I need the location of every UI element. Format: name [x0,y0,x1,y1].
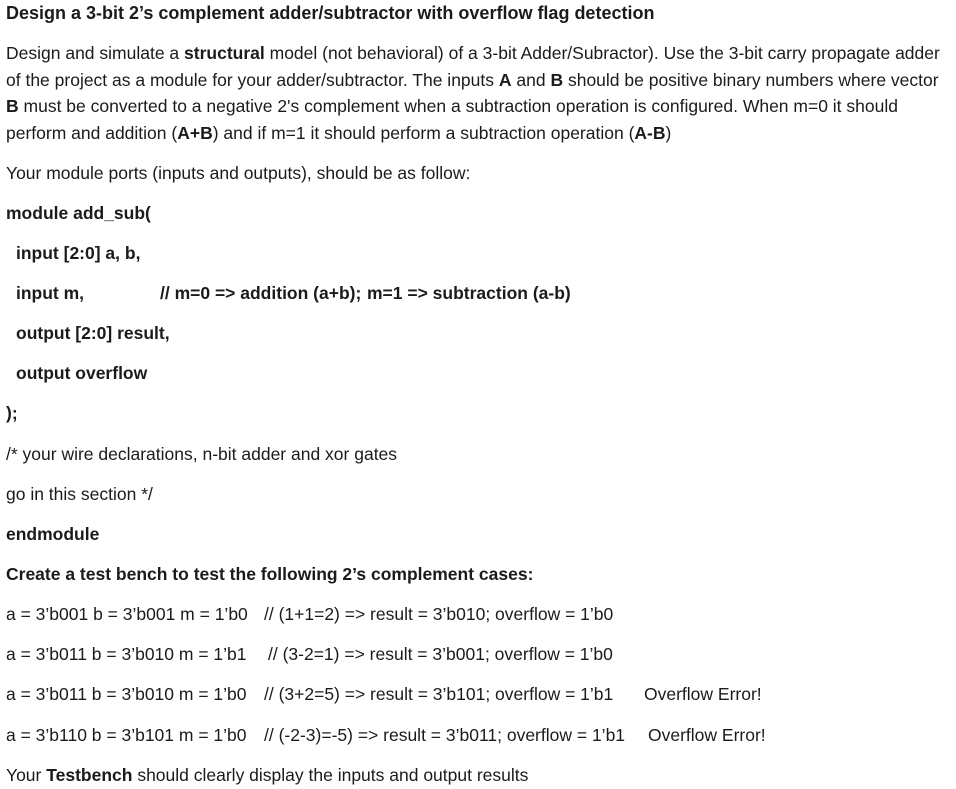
code-module-line: module add_sub( [6,203,151,223]
code-input-m-comment-1: // m=0 => addition (a+b); [160,283,362,303]
test-case-inputs: a = 3’b001 b = 3’b001 m = 1’b0 [6,604,248,624]
footer-text: Your [6,765,47,785]
para-bold: A-B [634,122,666,143]
test-case-comment: // (3+2=5) => result = 3’b101; overflow = 1’b1 [264,684,614,704]
overflow-error-label: Overflow Error! [644,684,762,704]
page-title: Design a 3-bit 2’s complement adder/subtractor with overflow flag detection [6,3,655,23]
test-case-comment: // (-2-3)=-5) => result = 3’b011; overflow = 1’b1 [264,725,626,745]
code-output-overflow: output overflow [16,363,148,383]
ports-intro: Your module ports (inputs and outputs), should be as follow: [6,163,471,183]
para-text: and [511,69,551,90]
para-bold: B [550,69,564,90]
para-bold: B [6,96,19,116]
para-text: ) and if m=1 it should perform a subtraction operation ( [212,122,635,143]
testbench-footer [6,762,528,788]
code-comment-2: go in this section */ [6,484,153,504]
para-bold: structural [184,43,265,63]
code-input-m-comment-2: m=1 => subtraction (a-b) [367,283,571,303]
code-input-m-text: input m, [16,283,85,303]
overflow-error-label: Overflow Error! [648,725,766,745]
code-endmodule: endmodule [6,524,100,544]
test-case-comment: // (3-2=1) => result = 3’b001; overflow = 1’b0 [268,644,613,664]
para-bold: A [498,69,512,90]
code-input-m [16,280,571,306]
code-input-ab: input [2:0] a, b, [16,243,141,263]
para-text: must be converted to a negative 2's complement when a subtraction operation is configured. When m=0 it should perform and addition ( [6,96,898,143]
para-text: model (not behavioral) of a 3-bit Adder/Subractor). Use the 3-bit carry propagate adder of the project as a module for your adder/subtractor. The inputs [6,43,940,90]
test-case-row [6,722,766,748]
test-case-inputs: a = 3’b110 b = 3’b101 m = 1’b0 [6,725,247,745]
para-text: should be positive binary numbers where vector [563,69,939,90]
test-case-inputs: a = 3’b011 b = 3’b010 m = 1’b1 [6,644,247,664]
test-case-inputs: a = 3’b011 b = 3’b010 m = 1’b0 [6,684,247,704]
testbench-heading: Create a test bench to test the following 2’s complement cases: [6,564,534,584]
description-paragraph [6,40,954,146]
code-close: ); [6,403,18,423]
test-case-row [6,681,762,707]
test-case-row [6,601,614,627]
test-case-row [6,641,613,667]
footer-bold: Testbench [46,765,133,785]
code-comment-1: /* your wire declarations, n-bit adder and xor gates [6,444,398,464]
para-text: ) [665,122,672,143]
test-case-comment: // (1+1=2) => result = 3’b010; overflow = 1’b0 [264,604,614,624]
para-bold: A+B [177,122,213,143]
para-text: Design and simulate a [6,43,185,63]
code-output-result: output [2:0] result, [16,323,170,343]
footer-text: should clearly display the inputs and output results [132,765,529,785]
